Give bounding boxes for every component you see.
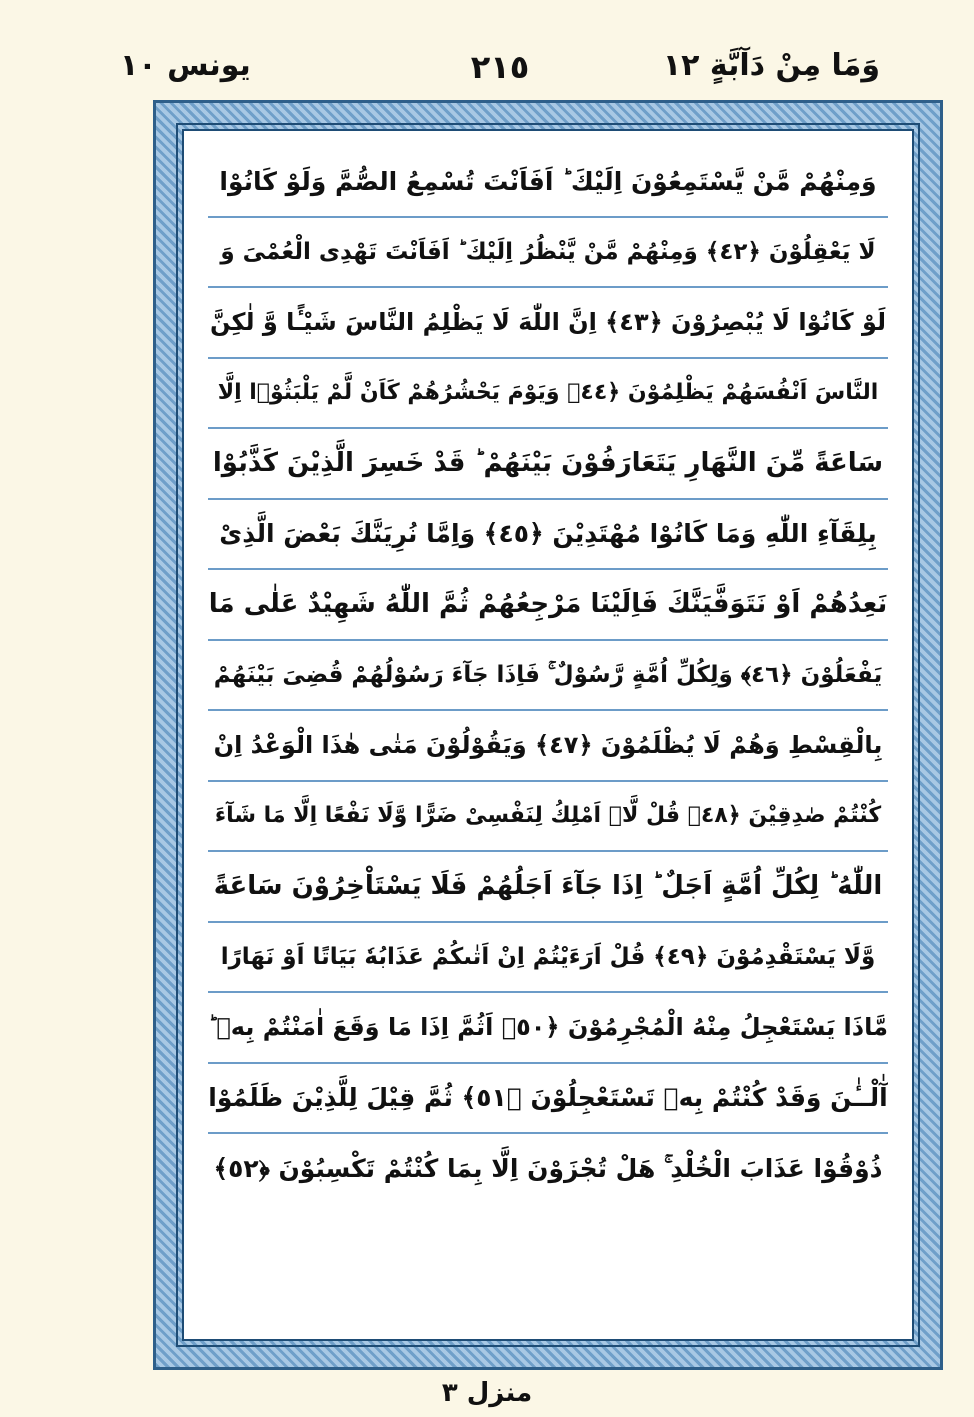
surah-title: يونس ١٠	[120, 48, 251, 83]
manzil-footer: منزل ٣	[441, 1378, 533, 1408]
verse-line: نَعِدُهُمْ اَوْ نَتَوَفَّيَنَّكَ فَاِلَيْنَا مَرْجِعُهُمْ ثُمَّ اللّٰهُ شَهِيْدٌ عَلٰى مَا	[208, 570, 888, 641]
verse-line: بِالْقِسْطِ وَهُمْ لَا يُظْلَمُوْنَ ﴿٤٧﴾ وَيَقُوْلُوْنَ مَتٰى هٰذَا الْوَعْدُ اِنْ	[208, 711, 888, 782]
verse-line: مَّاذَا يَسْتَعْجِلُ مِنْهُ الْمُجْرِمُوْنَ ﴿٥٠﴾ اَثُمَّ اِذَا مَا وَقَعَ اٰمَنْتُمْ بِهٖ ؕ	[208, 993, 888, 1064]
verse-line: آٰلْــٰٔنَ وَقَدْ كُنْتُمْ بِهٖ تَسْتَعْجِلُوْنَ ﴿٥١﴾ ثُمَّ قِيْلَ لِلَّذِيْنَ ظَلَمُوْا	[208, 1064, 888, 1135]
verse-line: كُنْتُمْ صٰدِقِيْنَ ﴿٤٨﴾ قُلْ لَّاۤ اَمْلِكُ لِنَفْسِىْ ضَرًّا وَّلَا نَفْعًا اِلَّا مَا شَآءَ	[208, 782, 888, 853]
decorative-border	[153, 100, 943, 1370]
page-header	[120, 48, 880, 94]
verse-panel	[182, 129, 914, 1341]
verse-line: النَّاسَ اَنْفُسَهُمْ يَظْلِمُوْنَ ﴿٤٤﴾ وَيَوْمَ يَحْشُرُهُمْ كَاَنْ لَّمْ يَلْبَثُوْۤا اِلَّا	[208, 359, 888, 430]
page-number: ٢١٥	[470, 48, 530, 86]
verse-line: يَفْعَلُوْنَ ﴿٤٦﴾ وَلِكُلِّ اُمَّةٍ رَّسُوْلٌ ۚ فَاِذَا جَآءَ رَسُوْلُهُمْ قُضِىَ بَيْنَهُمْ	[208, 641, 888, 712]
verse-line: وَّلَا يَسْتَقْدِمُوْنَ ﴿٤٩﴾ قُلْ اَرَءَيْتُمْ اِنْ اَتٰٮكُمْ عَذَابُهٗ بَيَاتًا اَوْ نَهَارًا	[208, 923, 888, 994]
verse-line: لَوْ كَانُوْا لَا يُبْصِرُوْنَ ﴿٤٣﴾ اِنَّ اللّٰهَ لَا يَظْلِمُ النَّاسَ شَيْـًٔا وَّ لٰكِنَّ	[208, 288, 888, 359]
verse-line: اللّٰهُ ؕ لِكُلِّ اُمَّةٍ اَجَلٌ ؕ اِذَا جَآءَ اَجَلُهُمْ فَلَا يَسْتَاْخِرُوْنَ سَاعَةً	[208, 852, 888, 923]
verse-line: بِلِقَآءِ اللّٰهِ وَمَا كَانُوْا مُهْتَدِيْنَ ﴿٤٥﴾ وَاِمَّا نُرِيَنَّكَ بَعْضَ الَّذِىْ	[208, 500, 888, 571]
verse-line: سَاعَةً مِّنَ النَّهَارِ يَتَعَارَفُوْنَ بَيْنَهُمْ ؕ قَدْ خَسِرَ الَّذِيْنَ كَذَّبُوْا	[208, 429, 888, 500]
verse-line: ذُوْقُوْا عَذَابَ الْخُلْدِ ۚ هَلْ تُجْزَوْنَ اِلَّا بِمَا كُنْتُمْ تَكْسِبُوْنَ ﴿٥٢﴾	[213, 1154, 883, 1184]
verse-line: وَمِنْهُمْ مَّنْ يَّسْتَمِعُوْنَ اِلَيْكَ ؕ اَفَاَنْتَ تُسْمِعُ الصُّمَّ وَلَوْ كَانُوْا	[208, 147, 888, 218]
juz-title: وَمَا مِنْ دَآبَّةٍ ١٢	[662, 48, 880, 83]
verse-line: لَا يَعْقِلُوْنَ ﴿٤٢﴾ وَمِنْهُمْ مَّنْ يَّنْظُرُ اِلَيْكَ ؕ اَفَاَنْتَ تَهْدِى الْعُمْىَ وَ	[208, 218, 888, 289]
